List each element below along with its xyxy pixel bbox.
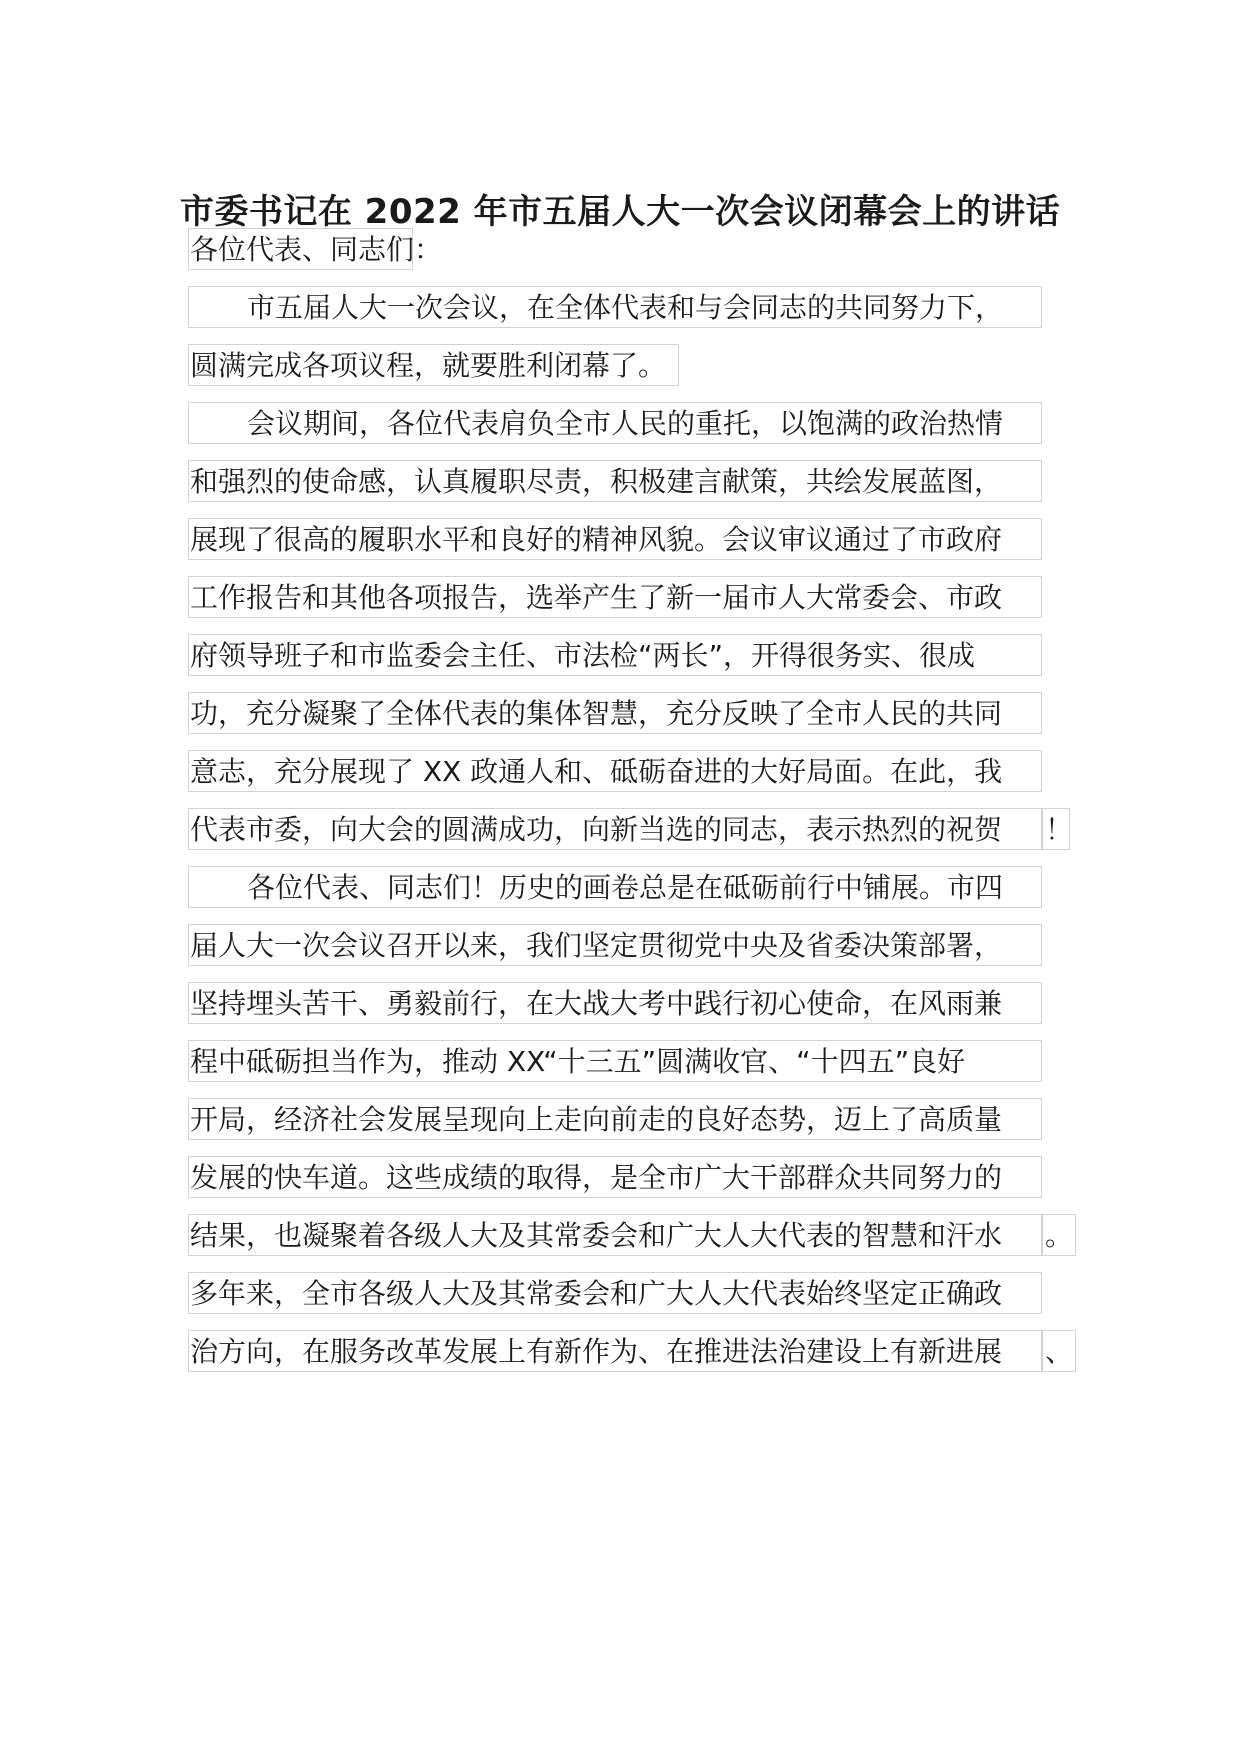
text-line-tail: 。 [1042,1214,1076,1256]
text-line: 和强烈的使命感，认真履职尽责，积极建言献策，共绘发展蓝图， [188,460,1042,502]
text-line: 届人大一次会议召开以来，我们坚定贯彻党中央及省委决策部署， [188,924,1042,966]
text-line: 展现了很高的履职水平和良好的精神风貌。会议审议通过了市政府 [188,518,1042,560]
text-line: 会议期间，各位代表肩负全市人民的重托，以饱满的政治热情 [188,402,1042,444]
text-line: 府领导班子和市监委会主任、市法检“两长”，开得很务实、很成 [188,634,1042,676]
document-title: 市委书记在 2022 年市五届人大一次会议闭幕会上的讲话 [179,192,1061,232]
text-line: 市五届人大一次会议，在全体代表和与会同志的共同努力下， [188,286,1042,328]
text-line: 治方向，在服务改革发展上有新作为、在推进法治建设上有新进展 [188,1330,1042,1372]
text-line-tail: 、 [1042,1330,1076,1372]
text-line: 开局，经济社会发展呈现向上走向前走的良好态势，迈上了高质量 [188,1098,1042,1140]
text-line: 发展的快车道。这些成绩的取得，是全市广大干部群众共同努力的 [188,1156,1042,1198]
text-line: 工作报告和其他各项报告，选举产生了新一届市人大常委会、市政 [188,576,1042,618]
text-line: 意志，充分展现了 XX 政通人和、砥砺奋进的大好局面。在此，我 [188,750,1042,792]
text-line: 各位代表、同志们！历史的画卷总是在砥砺前行中铺展。市四 [188,866,1042,908]
salutation: 各位代表、同志们： [188,228,413,270]
text-line: 功，充分凝聚了全体代表的集体智慧，充分反映了全市人民的共同 [188,692,1042,734]
text-line: 结果，也凝聚着各级人大及其常委会和广大人大代表的智慧和汗水 [188,1214,1042,1256]
text-line-tail: ！ [1042,808,1070,850]
text-line: 代表市委，向大会的圆满成功，向新当选的同志，表示热烈的祝贺 [188,808,1042,850]
text-line: 程中砥砺担当作为，推动 XX“十三五”圆满收官、“十四五”良好 [188,1040,1042,1082]
text-line: 坚持埋头苦干、勇毅前行，在大战大考中践行初心使命，在风雨兼 [188,982,1042,1024]
text-line: 圆满完成各项议程，就要胜利闭幕了。 [188,344,679,386]
text-line: 多年来，全市各级人大及其常委会和广大人大代表始终坚定正确政 [188,1272,1042,1314]
